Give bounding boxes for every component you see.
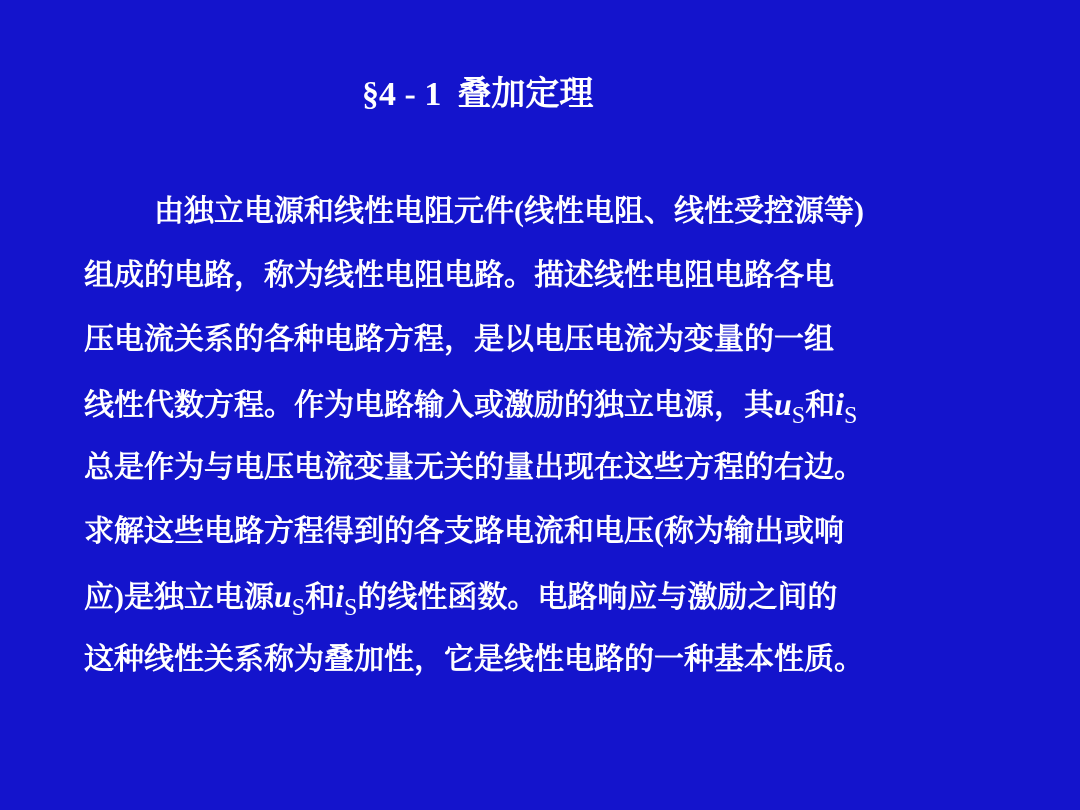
section-number: §4 - 1 — [362, 76, 442, 113]
paragraph-line-8: 这种线性关系称为叠加性，它是线性电路的一种基本性质。 — [84, 642, 864, 677]
voltage-source-symbol: u — [774, 386, 792, 422]
paragraph-line-7 — [84, 564, 1024, 628]
close-paren: ) — [114, 581, 124, 614]
text-run: 和 — [305, 580, 336, 615]
subscript: S — [344, 595, 358, 621]
text-run: 的线性函数。电路响应与激励之间的 — [357, 580, 838, 615]
text-run: 是独立电源 — [124, 580, 274, 615]
open-paren: ( — [514, 195, 524, 228]
current-source-symbol: i — [835, 386, 845, 422]
paragraph-line-4 — [84, 372, 1024, 436]
text-run: 由独立电源和线性电阻元件 — [154, 194, 514, 229]
voltage-source-symbol: u — [274, 578, 292, 614]
subscript: S — [791, 403, 806, 429]
subscript: S — [291, 595, 306, 621]
section-title: 叠加定理 — [457, 74, 594, 114]
text-run: 线性电阻、线性受控源等 — [524, 194, 854, 229]
current-source-symbol: i — [335, 578, 345, 614]
paragraph-line-3: 压电流关系的各种电路方程，是以电压电流为变量的一组 — [84, 322, 834, 357]
text-run: 和 — [805, 388, 836, 423]
text-run: 求解这些电路方程得到的各支路电流和电压 — [84, 514, 654, 549]
text-run: 应 — [84, 580, 114, 615]
paragraph-line-5: 总是作为与电压电流变量无关的量出现在这些方程的右边。 — [84, 450, 864, 485]
paragraph-line-2: 组成的电路，称为线性电阻电路。描述线性电阻电路各电 — [84, 258, 834, 293]
open-paren: ( — [654, 515, 664, 548]
slide-title — [362, 70, 593, 118]
text-run: 线性代数方程。作为电路输入或激励的独立电源，其 — [84, 388, 774, 423]
paragraph-line-1 — [84, 180, 1024, 244]
text-run: 称为输出或响 — [664, 514, 844, 549]
close-paren: ) — [854, 195, 864, 228]
subscript: S — [844, 403, 858, 429]
paragraph-line-6 — [84, 500, 1024, 564]
body-paragraph — [84, 180, 1024, 692]
